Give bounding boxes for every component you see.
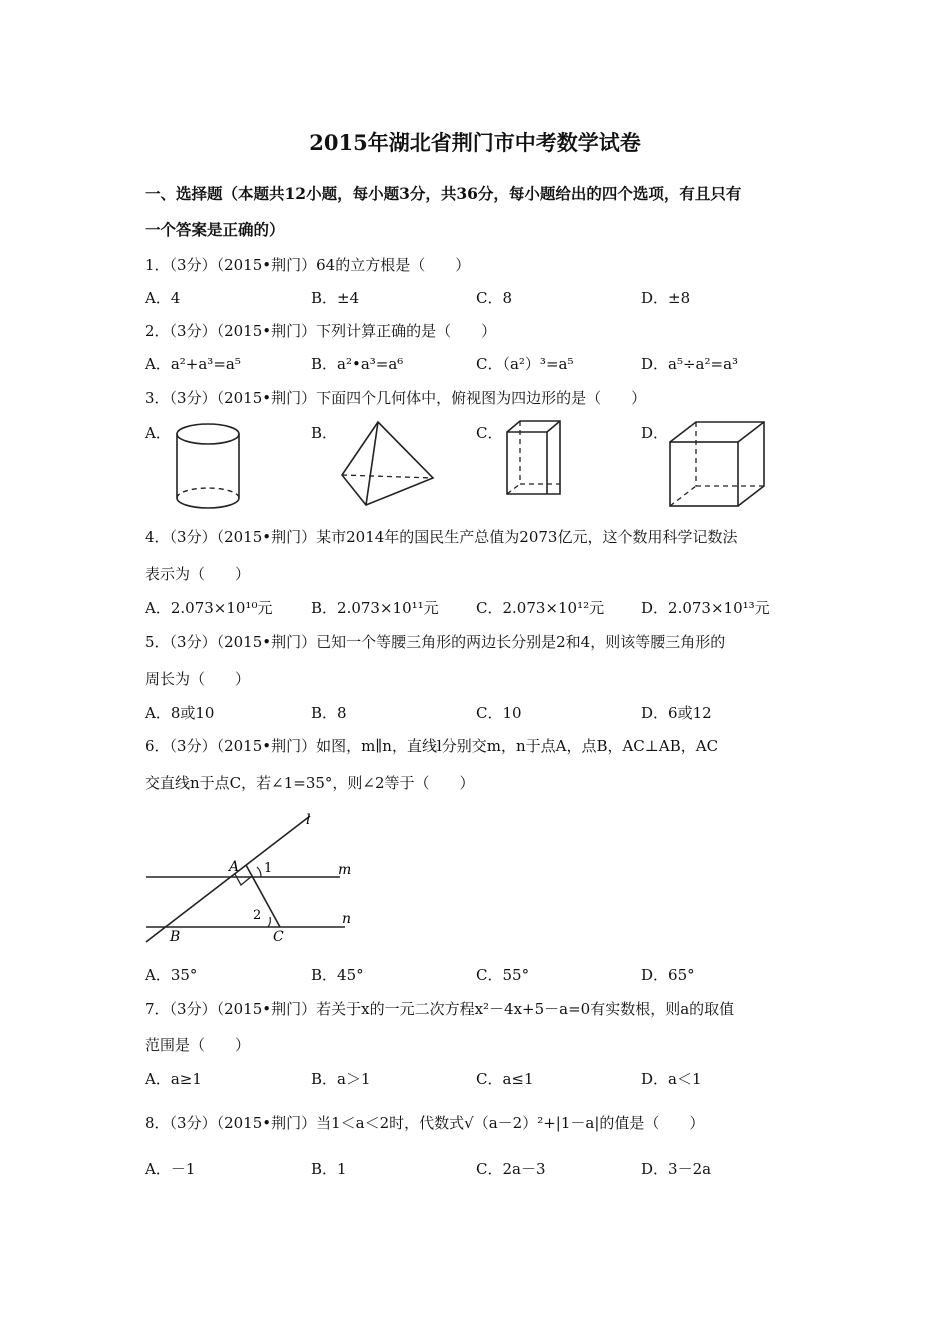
question-number: 3． [145,389,170,407]
line-l [146,816,310,942]
option-a: A．－1 [145,1160,196,1178]
option-b: B．45° [311,966,364,984]
option-b: B．±4 [311,289,360,307]
option-d: D．65° [641,966,695,984]
question-number: 8． [145,1114,170,1132]
option-c: C．（a²）³=a⁵ [476,355,574,373]
question-4 [145,526,737,547]
page-title: 2015年湖北省荆门市中考数学试卷 [309,130,641,155]
cube-figure [666,418,768,510]
question-score: （3分） [169,528,217,546]
option-c: C．a≤1 [476,1070,534,1088]
option-d: D．2.073×10¹³元 [641,599,770,617]
question-6-line2: 交直线n于点C，若∠1=35°，则∠2等于（ ） [145,774,475,792]
question-score: （3分） [169,256,217,274]
question-text: 当1＜a＜2时，代数式√（a－2）²+|1－a|的值是（ ） [316,1114,705,1132]
option-c: C．55° [476,966,530,984]
question-source: （2015•荆门） [216,1114,317,1132]
question-source: （2015•荆门） [216,1000,317,1018]
question-source: （2015•荆门） [216,322,317,340]
question-text: 下列计算正确的是（ ） [316,322,497,340]
question-source: （2015•荆门） [216,528,317,546]
parallel-lines-figure [140,808,370,948]
option-b: B．a²•a³=a⁶ [311,355,404,373]
question-score: （3分） [169,633,217,651]
prism-figure [502,418,566,500]
question-source: （2015•荆门） [216,737,317,755]
angle-2-arc [268,917,270,927]
option-a: A．4 [145,289,181,307]
cylinder-figure [172,420,244,512]
question-score: （3分） [169,1000,217,1018]
option-c: C． [476,424,503,442]
question-number: 1． [145,256,170,274]
right-angle-mark [235,874,252,885]
question-2 [145,320,496,341]
question-text: 64的立方根是（ ） [316,256,471,274]
label-m: m [338,862,352,878]
question-number: 7． [145,1000,170,1018]
question-text: 下面四个几何体中，俯视图为四边形的是（ ） [316,389,647,407]
option-a: A．2.073×10¹⁰元 [145,599,273,617]
option-c: C．10 [476,704,522,722]
question-7-line2: 范围是（ ） [145,1036,251,1054]
option-b: B． [311,424,338,442]
label-l: l [306,812,311,828]
question-4-line2: 表示为（ ） [145,565,251,583]
option-d: D．6或12 [641,704,712,722]
label-angle-2: 2 [253,908,262,923]
label-angle-1: 1 [264,861,273,876]
question-6 [145,735,718,756]
option-c: C．2.073×10¹²元 [476,599,605,617]
option-b: B．a＞1 [311,1070,371,1088]
question-score: （3分） [169,1114,217,1132]
question-score: （3分） [169,389,217,407]
option-a: A． [145,424,171,442]
option-d: D．±8 [641,289,691,307]
question-number: 5． [145,633,170,651]
option-d: D．3－2a [641,1160,712,1178]
question-text: 某市2014年的国民生产总值为2073亿元，这个数用科学记数法 [316,528,738,546]
option-c: C．2a－3 [476,1160,546,1178]
option-b: B．1 [311,1160,347,1178]
label-a: A [229,859,240,875]
option-a: A．a²+a³=a⁵ [145,355,241,373]
question-score: （3分） [169,737,217,755]
question-number: 6． [145,737,170,755]
question-number: 4． [145,528,170,546]
question-source: （2015•荆门） [216,389,317,407]
question-1 [145,254,470,275]
option-a: A．8或10 [145,704,215,722]
section-header-line2: 一个答案是正确的） [145,220,285,239]
pyramid-figure [338,418,438,510]
option-a: A．a≥1 [145,1070,202,1088]
question-score: （3分） [169,322,217,340]
option-d: D．a＜1 [641,1070,702,1088]
angle-1-arc [257,867,261,877]
option-b: B．2.073×10¹¹元 [311,599,439,617]
option-c: C．8 [476,289,513,307]
question-text: 若关于x的一元二次方程x²－4x+5－a=0有实数根，则a的取值 [316,1000,735,1018]
label-n: n [342,911,352,927]
section-header-line1: 一、选择题（本题共12小题，每小题3分，共36分，每小题给出的四个选项，有且只有 [145,184,742,203]
question-5 [145,631,725,652]
option-a: A．35° [145,966,198,984]
question-text: 如图，m∥n，直线l分别交m，n于点A，点B，AC⊥AB，AC [316,737,719,755]
option-d: D． [641,424,669,442]
label-c: C [273,929,284,945]
question-8 [145,1112,704,1133]
label-b: B [170,929,181,945]
segment-ac [246,865,280,927]
question-3 [145,387,646,408]
question-7 [145,998,734,1019]
option-d: D．a⁵÷a²=a³ [641,355,739,373]
question-source: （2015•荆门） [216,633,317,651]
question-number: 2． [145,322,170,340]
option-b: B．8 [311,704,347,722]
question-5-line2: 周长为（ ） [145,670,251,688]
question-source: （2015•荆门） [216,256,317,274]
question-text: 已知一个等腰三角形的两边长分别是2和4，则该等腰三角形的 [316,633,726,651]
